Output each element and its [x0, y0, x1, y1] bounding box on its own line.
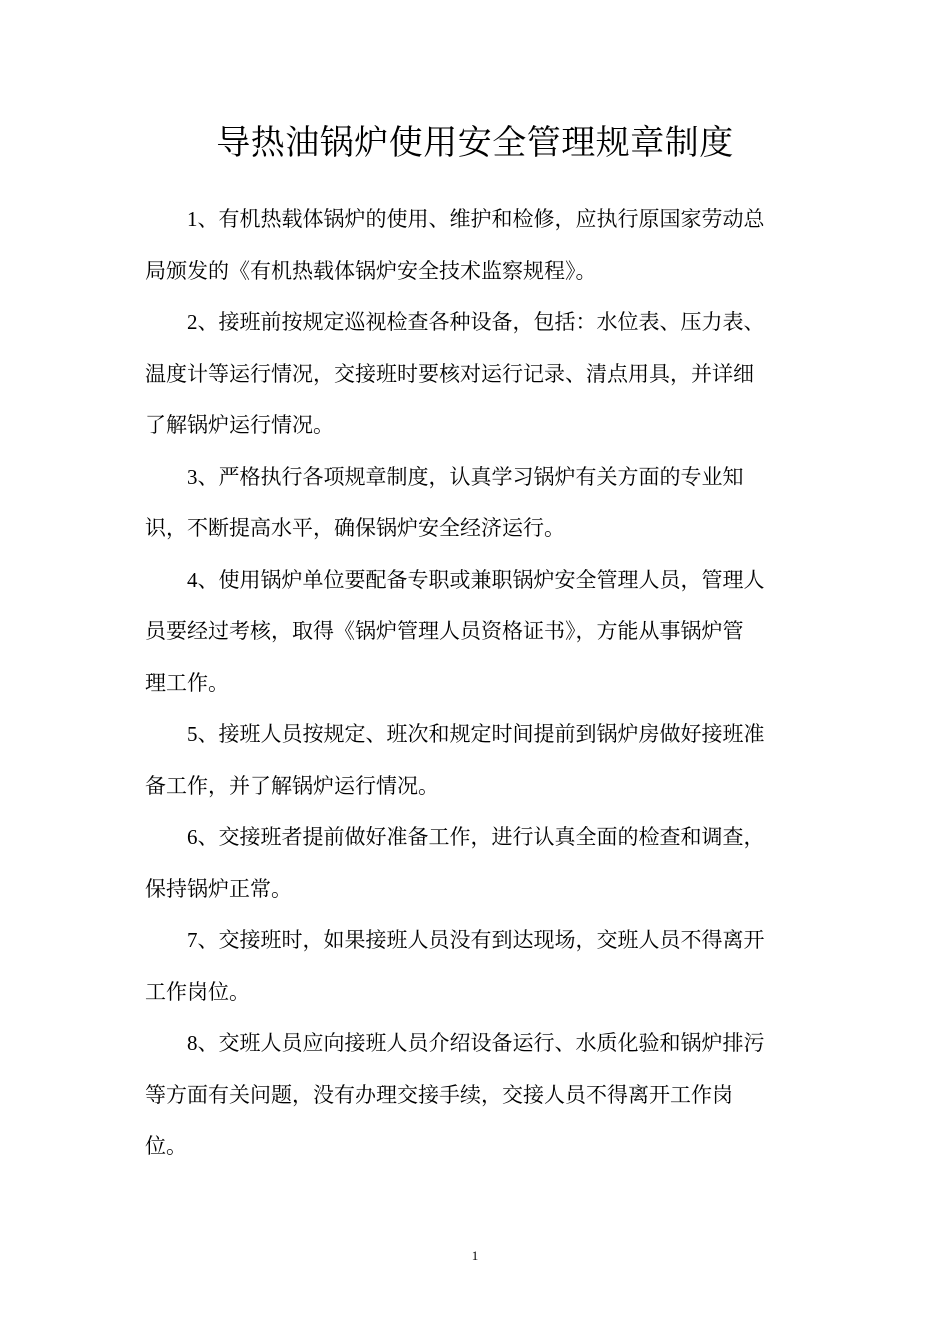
line-text: 、接班人员按规定、班次和规定时间提前到锅炉房做好接班准: [197, 722, 765, 746]
paragraph-3: [145, 452, 817, 555]
line-text: 、严格执行各项规章制度，认真学习锅炉有关方面的专业知: [197, 464, 744, 489]
paragraph-line: [145, 297, 817, 349]
item-number: 5: [187, 722, 198, 746]
paragraph-5: [145, 709, 817, 812]
paragraph-line: 位。: [145, 1134, 187, 1158]
item-number: 6: [187, 825, 198, 849]
line-text: 、交接班时，如果接班人员没有到达现场，交班人员不得离开: [197, 928, 765, 952]
paragraph-line: [145, 555, 817, 607]
paragraph-line: [145, 812, 817, 864]
line-text: 、接班前按规定巡视检查各种设备，包括：水位表、压力表、: [197, 310, 765, 334]
paragraph-line: 等方面有关问题，没有办理交接手续，交接人员不得离开工作岗: [145, 1082, 733, 1107]
paragraph-7: [145, 915, 817, 1018]
item-number: 8: [187, 1031, 198, 1055]
paragraph-line: 温度计等运行情况，交接班时要核对运行记录、清点用具，并详细: [145, 361, 754, 386]
paragraph-line: [145, 452, 817, 504]
paragraph-line: 局颁发的《有机热载体锅炉安全技术监察规程》。: [145, 258, 597, 283]
item-number: 7: [187, 928, 198, 952]
paragraph-line: [145, 915, 817, 967]
paragraph-line: 理工作。: [145, 670, 229, 695]
paragraph-4: [145, 555, 817, 710]
paragraph-line: 员要经过考核，取得《锅炉管理人员资格证书》，方能从事锅炉管: [145, 619, 744, 643]
paragraph-line: 备工作，并了解锅炉运行情况。: [145, 773, 439, 798]
item-number: 3: [187, 464, 198, 489]
paragraph-line: 识，不断提高水平，确保锅炉安全经济运行。: [145, 516, 565, 540]
paragraph-line: 保持锅炉正常。: [145, 876, 292, 901]
paragraph-6: [145, 812, 817, 915]
line-text: 、有机热载体锅炉的使用、维护和检修，应执行原国家劳动总: [197, 207, 765, 231]
line-text: 、交班人员应向接班人员介绍设备运行、水质化验和锅炉排污: [197, 1031, 765, 1055]
paragraph-line: [145, 1018, 817, 1070]
page-number: 1: [471, 1248, 479, 1263]
item-number: 1: [187, 207, 198, 231]
line-text: 、交接班者提前做好准备工作，进行认真全面的检查和调查，: [197, 825, 765, 849]
document-body: [145, 194, 817, 1173]
paragraph-1: [145, 194, 817, 297]
item-number: 2: [187, 310, 198, 334]
paragraph-line: 工作岗位。: [145, 979, 250, 1004]
paragraph-line: [145, 194, 817, 246]
document-title: 导热油锅炉使用安全管理规章制度: [216, 123, 734, 163]
item-number: 4: [187, 567, 198, 592]
line-text: 、使用锅炉单位要配备专职或兼职锅炉安全管理人员，管理人: [197, 567, 765, 592]
paragraph-2: [145, 297, 817, 452]
paragraph-8: [145, 1018, 817, 1173]
paragraph-line: 了解锅炉运行情况。: [145, 413, 334, 437]
paragraph-line: [145, 709, 817, 761]
